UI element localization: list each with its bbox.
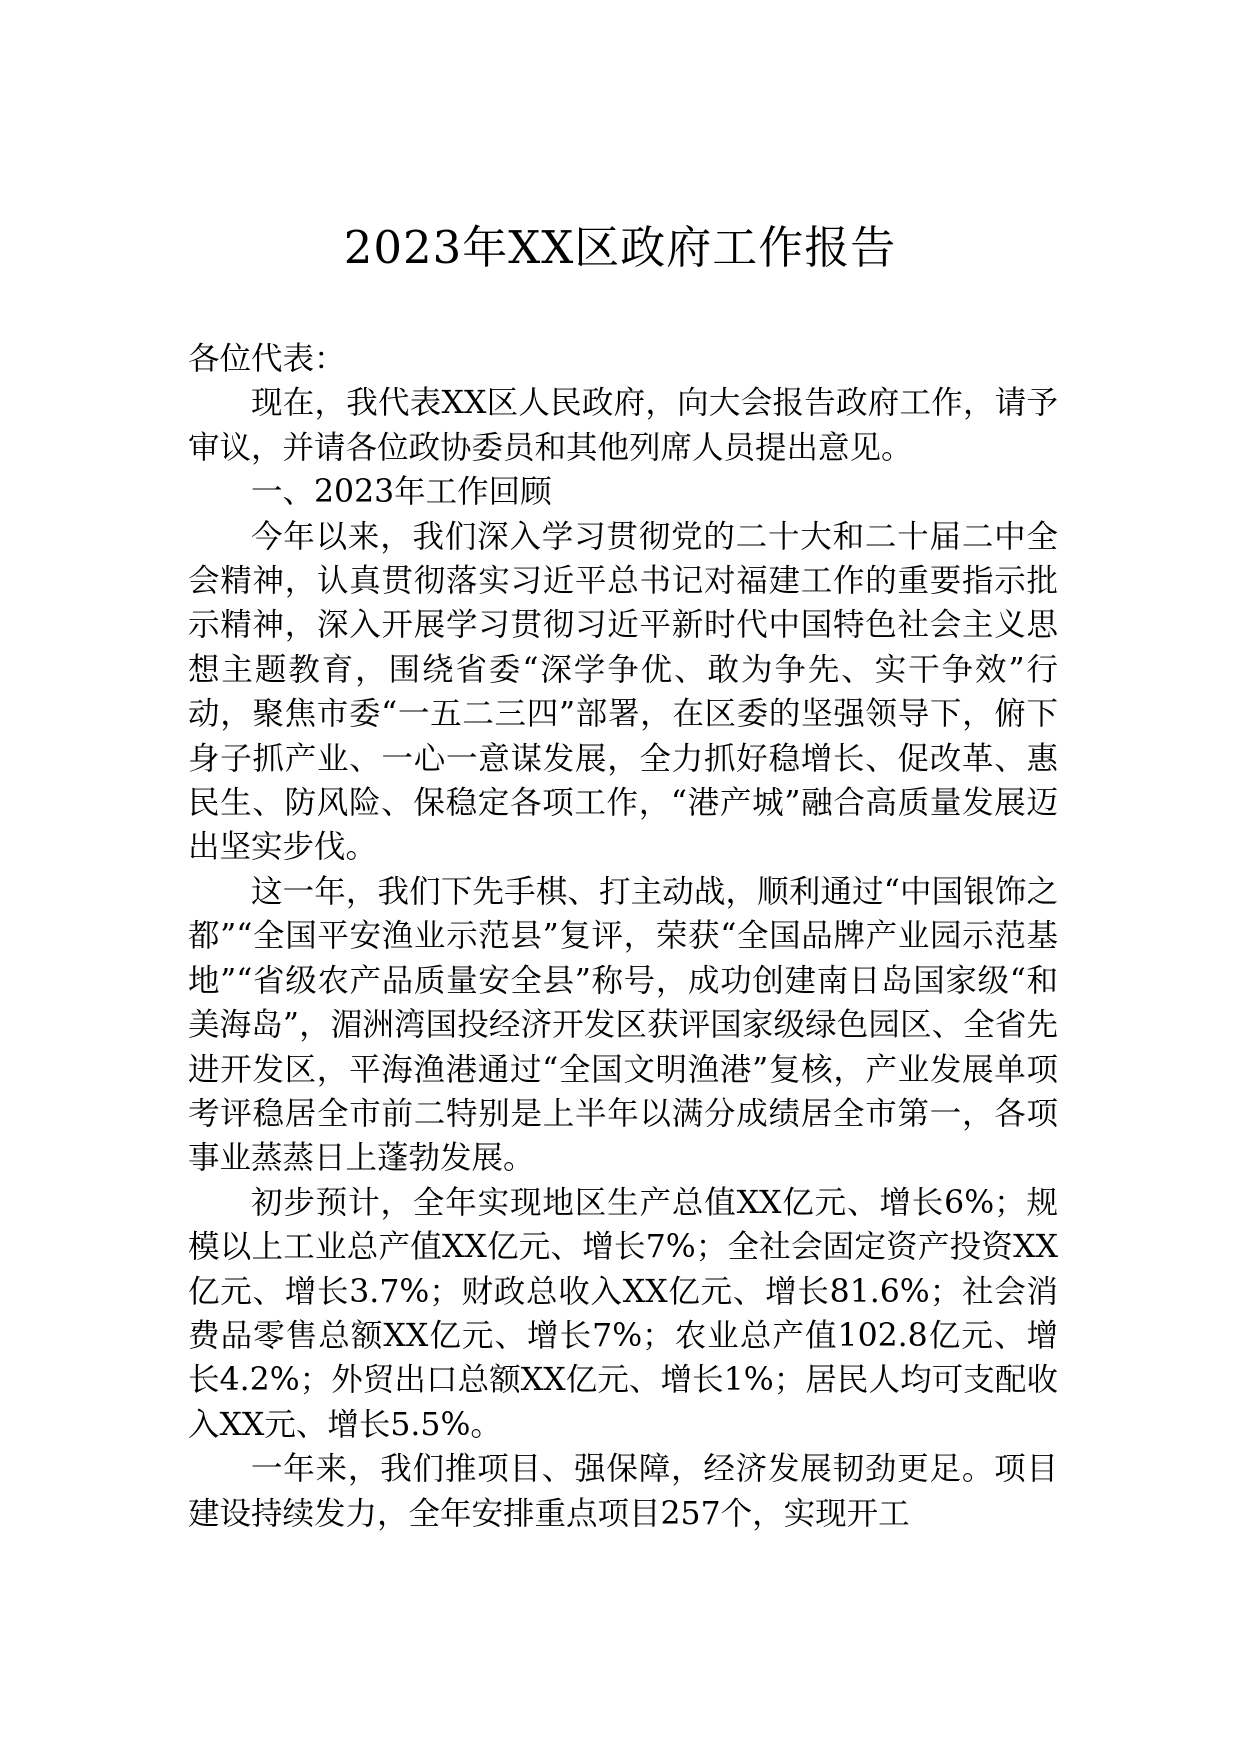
paragraph-statistics: 初步预计，全年实现地区生产总值XX亿元、增长6%；规模以上工业总产值XX亿元、增长7%；全社会固定资产投资XX亿元、增长3.7%；财政总收入XX亿元、增长81.6%；社会消费品零售总额XX亿元、增长7%；农业总产值102.8亿元、增长4.2%；外贸出口总额XX亿元、增长1%；居民人均可支配收入XX元、增长5.5%。 <box>188 1184 1058 1443</box>
document-title: 2023年XX区政府工作报告 <box>343 221 897 274</box>
paragraph-intro: 现在，我代表XX区人民政府，向大会报告政府工作，请予审议，并请各位政协委员和其他列席人员提出意见。 <box>188 385 1058 466</box>
paragraph-projects: 一年来，我们推项目、强保障，经济发展韧劲更足。项目建设持续发力，全年安排重点项目257个，实现开工 <box>188 1451 1058 1532</box>
document-body <box>188 337 1058 1536</box>
paragraph-overview: 今年以来，我们深入学习贯彻党的二十大和二十届二中全会精神，认真贯彻落实习近平总书记对福建工作的重要指示批示精神，深入开展学习贯彻习近平新时代中国特色社会主义思想主题教育，围绕省委“深学争优、敢为争先、实干争效”行动，聚焦市委“一五二三四”部署，在区委的坚强领导下，俯下身子抓产业、一心一意谋发展，全力抓好稳增长、促改革、惠民生、防风险、保稳定各项工作，“港产城”融合高质量发展迈出坚实步伐。 <box>188 518 1058 866</box>
salutation: 各位代表： <box>188 341 346 377</box>
paragraph-achievements: 这一年，我们下先手棋、打主动战，顺利通过“中国银饰之都”“全国平安渔业示范县”复评，荣获“全国品牌产业园示范基地”“省级农产品质量安全县”称号，成功创建南日岛国家级“和美海岛”，湄洲湾国投经济开发区获评国家级绿色园区、全省先进开发区，平海渔港通过“全国文明渔港”复核，产业发展单项考评稳居全市前二特别是上半年以满分成绩居全市第一，各项事业蒸蒸日上蓬勃发展。 <box>188 873 1058 1177</box>
section-heading: 一、2023年工作回顾 <box>251 474 552 511</box>
